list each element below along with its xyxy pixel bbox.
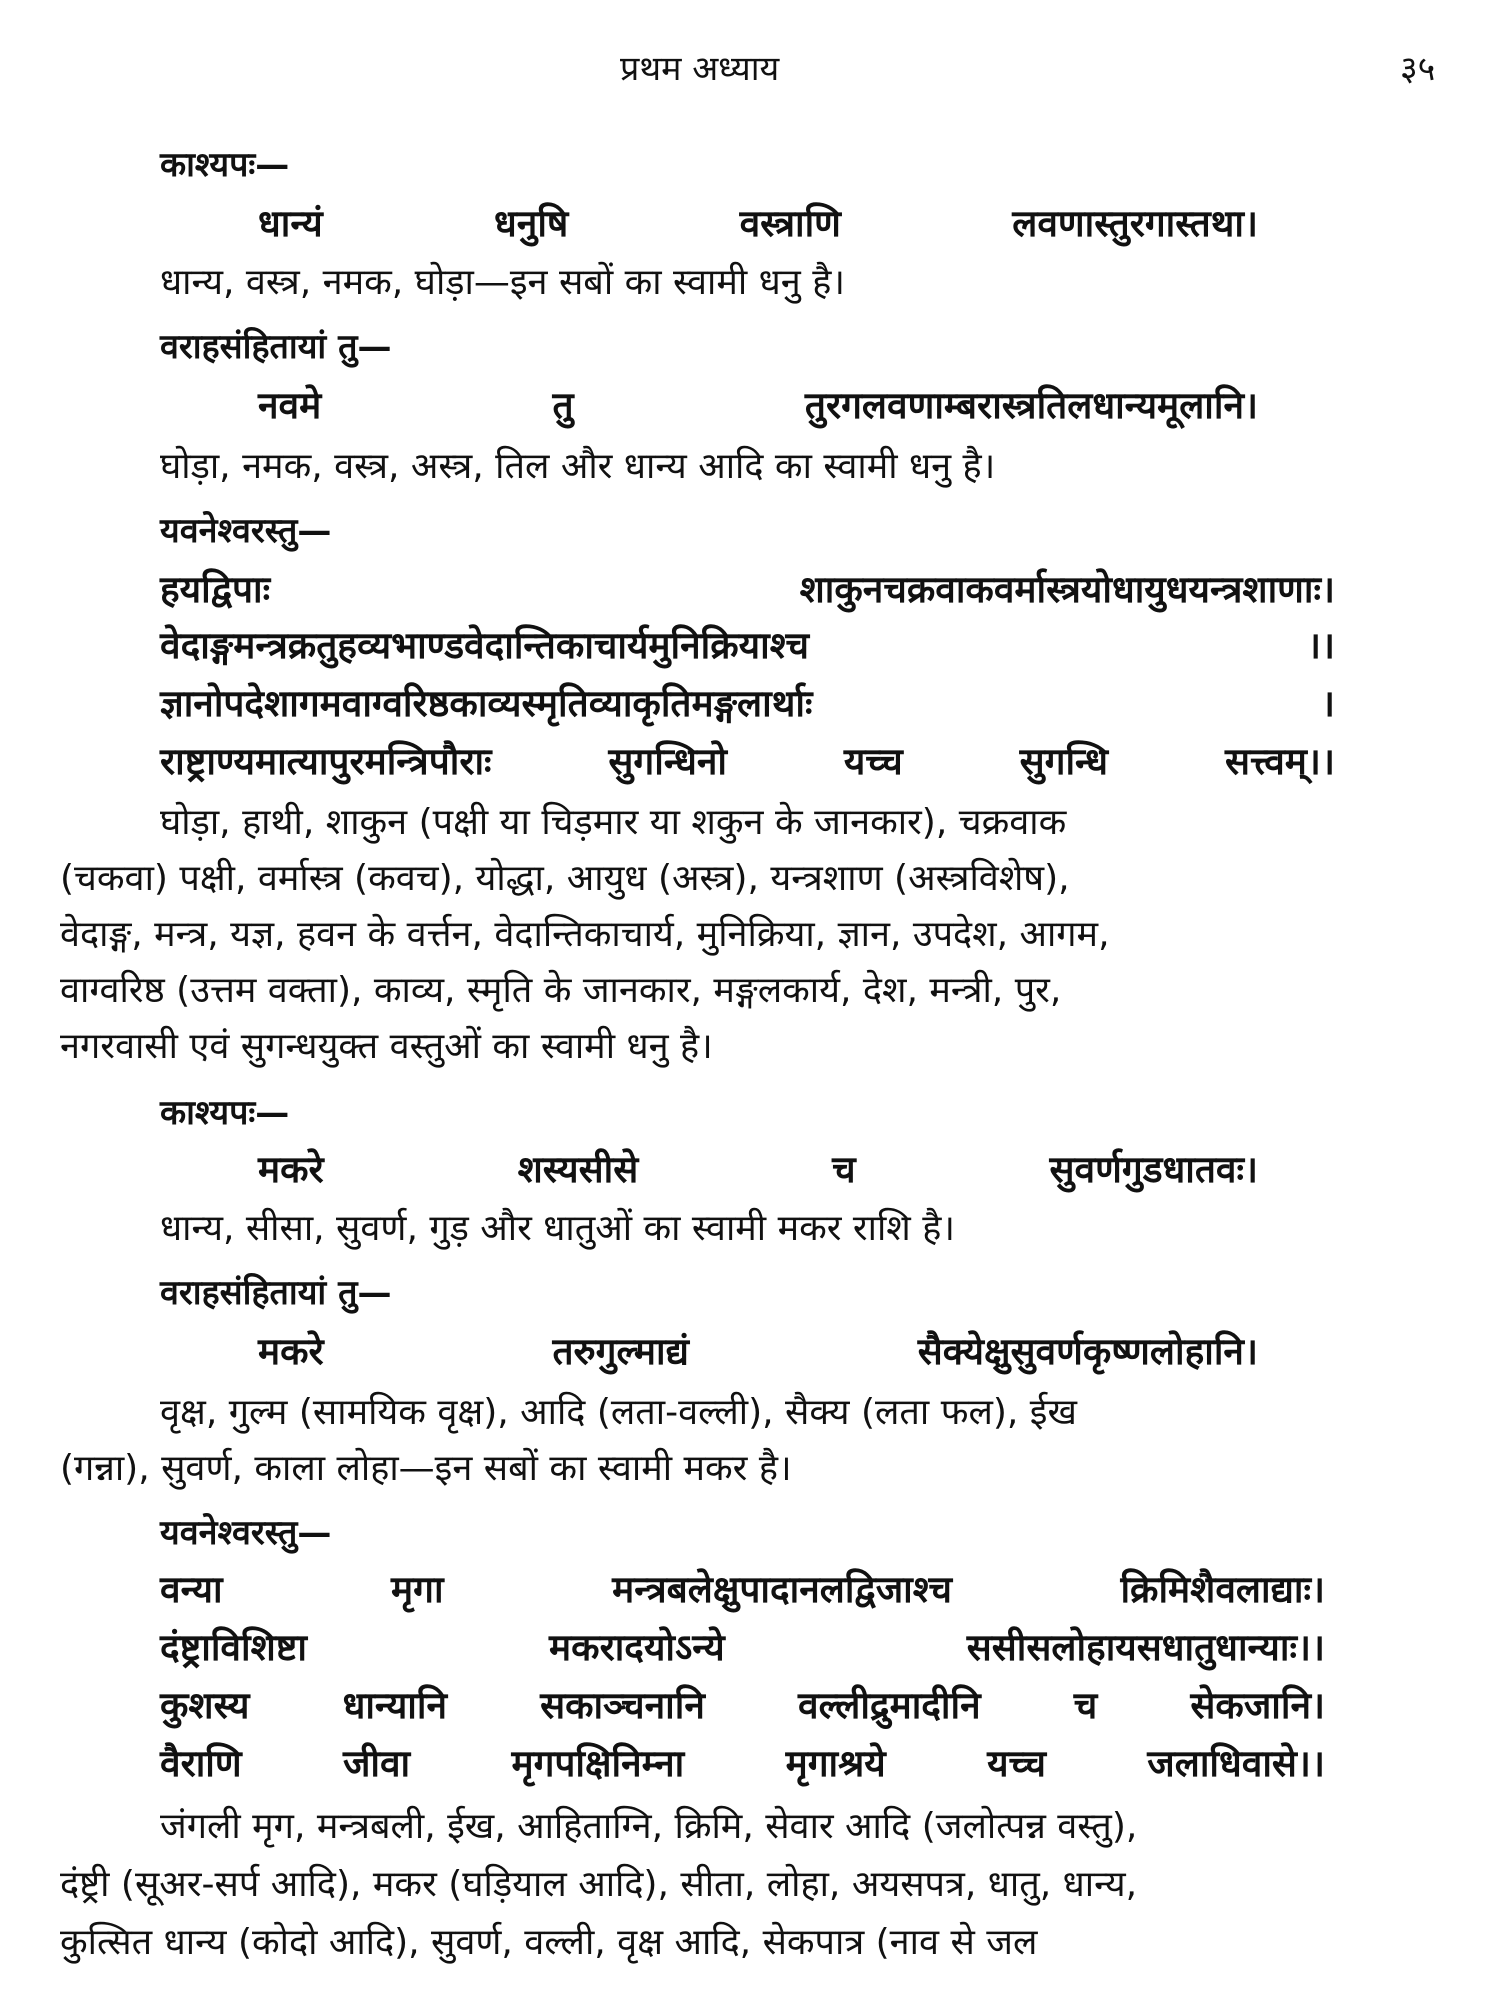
hindi-translation-line: नगरवासी एवं सुगन्धयुक्त वस्तुओं का स्वामी धनु है। xyxy=(60,1026,713,1067)
hindi-translation-line: दंष्ट्री (सूअर-सर्प आदि), मकर (घड़ियाल आदि), सीता, लोहा, अयसपत्र, धातु, धान्य, xyxy=(60,1864,1138,1905)
verse-word: ज्ञानोपदेशागमवाग्वरिष्ठकाव्यस्मृतिव्याकृतिमङ्गलार्थाः xyxy=(160,682,813,725)
verse-word: वैराणि xyxy=(160,1742,242,1785)
sanskrit-verse-line xyxy=(160,676,1335,727)
verse-word: सुवर्णगुडधातवः। xyxy=(1049,1148,1258,1191)
verse-word: सत्त्वम्।। xyxy=(1224,740,1335,783)
hindi-translation-line: वेदाङ्ग, मन्त्र, यज्ञ, हवन के वर्त्तन, वेदान्तिकाचार्य, मुनिक्रिया, ज्ञान, उपदेश, आगम, xyxy=(60,914,1110,955)
verse-word: च xyxy=(832,1148,856,1191)
verse-word: धनुषि xyxy=(494,202,569,245)
verse-word: सुगन्धिनो xyxy=(608,740,727,783)
sanskrit-verse xyxy=(258,1324,1258,1375)
verse-word: कुशस्य xyxy=(160,1684,250,1727)
verse-word: सैक्येक्षुसुवर्णकृष्णलोहानि। xyxy=(917,1330,1258,1373)
sanskrit-verse xyxy=(258,196,1258,247)
sanskrit-verse xyxy=(258,1142,1258,1193)
sanskrit-verse-line xyxy=(160,734,1335,785)
sanskrit-verse-line xyxy=(160,1678,1325,1729)
sanskrit-verse-line xyxy=(160,1562,1325,1613)
hindi-translation-line: (गन्ना), सुवर्ण, काला लोहा—इन सबों का स्वामी मकर है। xyxy=(60,1448,792,1489)
hindi-translation-line: (चकवा) पक्षी, वर्मास्त्र (कवच), योद्धा, आयुध (अस्त्र), यन्त्रशाण (अस्त्रविशेष), xyxy=(60,858,1070,899)
page-number: ३५ xyxy=(1400,49,1436,89)
verse-word: हयद्विपाः xyxy=(160,568,271,611)
verse-word: तु xyxy=(552,384,574,427)
verse-word: वस्त्राणि xyxy=(739,202,841,245)
sanskrit-verse-line xyxy=(160,1620,1325,1671)
verse-word: मृगपक्षिनिम्ना xyxy=(511,1742,685,1785)
verse-word: जलाधिवासे।। xyxy=(1147,1742,1325,1785)
verse-word: तरुगुल्माद्यं xyxy=(552,1330,689,1373)
hindi-translation-line: घोड़ा, हाथी, शाकुन (पक्षी या चिड़मार या शकुन के जानकार), चक्रवाक xyxy=(160,802,1067,843)
verse-word: मकरादयोऽन्ये xyxy=(549,1626,725,1669)
verse-word: यच्च xyxy=(987,1742,1046,1785)
attribution-varaha-samhita: वराहसंहितायां तु— xyxy=(160,1273,392,1313)
verse-word: च xyxy=(1073,1684,1098,1727)
hindi-translation-line: वाग्वरिष्ठ (उत्तम वक्ता), काव्य, स्मृति के जानकार, मङ्गलकार्य, देश, मन्त्री, पुर, xyxy=(60,970,1062,1011)
verse-word: मकरे xyxy=(258,1330,324,1373)
verse-word: क्रिमिशैवलाद्याः। xyxy=(1120,1568,1325,1611)
verse-word: धान्यं xyxy=(258,202,323,245)
verse-word: वल्लीद्रुमादीनि xyxy=(798,1684,981,1727)
hindi-translation-line: जंगली मृग, मन्त्रबली, ईख, आहिताग्नि, क्रिमि, सेवार आदि (जलोत्पन्न वस्तु), xyxy=(160,1806,1138,1847)
verse-word: यच्च xyxy=(843,740,903,783)
verse-word: मकरे xyxy=(258,1148,324,1191)
attribution-yavaneshvara: यवनेश्वरस्तु— xyxy=(160,1513,332,1553)
sanskrit-verse-line xyxy=(160,562,1335,613)
hindi-translation: घोड़ा, नमक, वस्त्र, अस्त्र, तिल और धान्य आदि का स्वामी धनु है। xyxy=(160,446,996,487)
hindi-translation: धान्य, वस्त्र, नमक, घोड़ा—इन सबों का स्वामी धनु है। xyxy=(160,262,845,303)
verse-word: लवणास्तुरगास्तथा। xyxy=(1012,202,1258,245)
sanskrit-verse-line xyxy=(160,1736,1325,1787)
verse-word: ससीसलोहायसधातुधान्याः।। xyxy=(966,1626,1325,1669)
page-header-title: प्रथम अध्याय xyxy=(620,49,780,89)
verse-word: मृगाश्रये xyxy=(785,1742,886,1785)
attribution-varaha-samhita: वराहसंहितायां तु— xyxy=(160,327,392,367)
verse-word: धान्यानि xyxy=(342,1684,447,1727)
hindi-translation-line: वृक्ष, गुल्म (सामयिक वृक्ष), आदि (लता-वल्ली), सैक्य (लता फल), ईख xyxy=(160,1392,1077,1433)
verse-word: शस्यसीसे xyxy=(517,1148,639,1191)
verse-word: सेकजानि। xyxy=(1190,1684,1325,1727)
verse-word: वेदाङ्गमन्त्रक्रतुहव्यभाण्डवेदान्तिकाचार्यमुनिक्रियाश्च xyxy=(160,624,809,667)
verse-word: ।। xyxy=(1306,624,1335,667)
hindi-translation-line: कुत्सित धान्य (कोदो आदि), सुवर्ण, वल्ली, वृक्ष आदि, सेकपात्र (नाव से जल xyxy=(60,1922,1038,1963)
attribution-kashyapa: काश्यपः— xyxy=(160,1093,290,1133)
sanskrit-verse-line xyxy=(160,618,1335,669)
attribution-yavaneshvara: यवनेश्वरस्तु— xyxy=(160,511,332,551)
verse-word: जीवा xyxy=(342,1742,411,1785)
verse-word: मृगा xyxy=(391,1568,444,1611)
verse-word: नवमे xyxy=(258,384,322,427)
verse-word: वन्या xyxy=(160,1568,223,1611)
verse-word: सकाञ्चनानि xyxy=(540,1684,705,1727)
verse-word: दंष्ट्राविशिष्टा xyxy=(160,1626,307,1669)
hindi-translation: धान्य, सीसा, सुवर्ण, गुड़ और धातुओं का स्वामी मकर राशि है। xyxy=(160,1208,955,1249)
verse-word: राष्ट्राण्यमात्यापुरमन्त्रिपौराः xyxy=(160,740,492,783)
verse-word: । xyxy=(1320,682,1335,725)
verse-word: शाकुनचक्रवाकवर्मास्त्रयोधायुधयन्त्रशाणाः। xyxy=(799,568,1335,611)
verse-word: तुरगलवणाम्बरास्त्रतिलधान्यमूलानि। xyxy=(804,384,1258,427)
verse-word: मन्त्रबलेक्षुपादानलद्विजाश्च xyxy=(612,1568,952,1611)
verse-word: सुगन्धि xyxy=(1019,740,1109,783)
sanskrit-verse xyxy=(258,378,1258,429)
attribution-kashyapa: काश्यपः— xyxy=(160,145,290,185)
